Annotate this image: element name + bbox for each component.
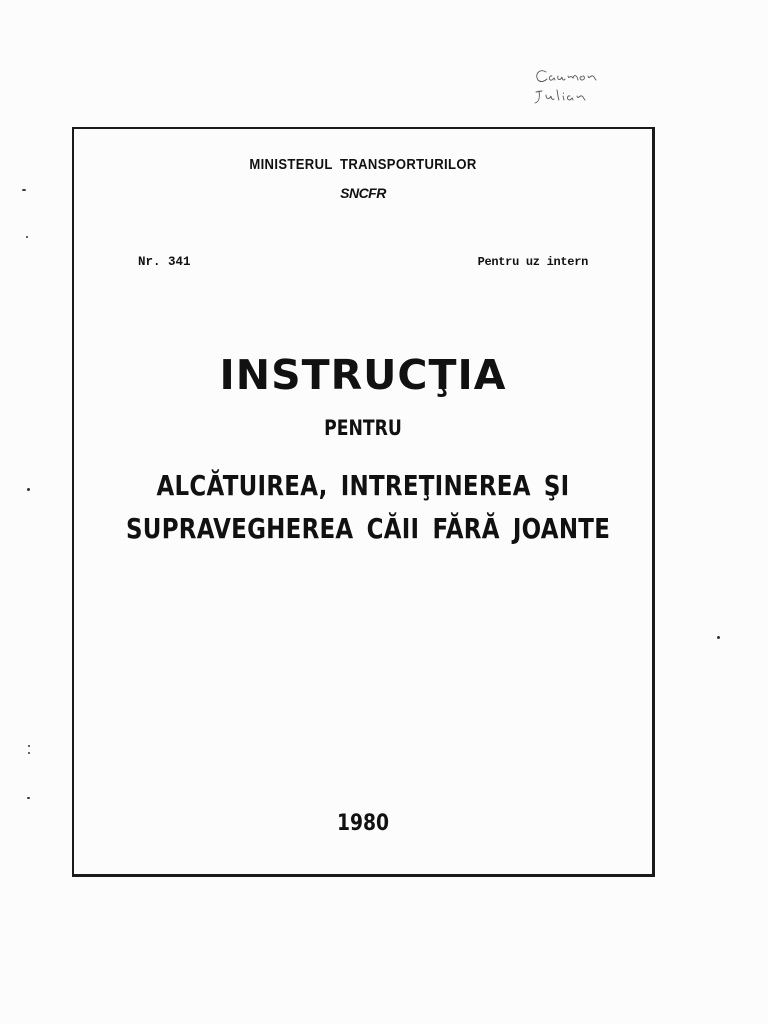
- scan-speck: [717, 636, 720, 639]
- scan-speck: [28, 752, 30, 754]
- publication-year: 1980: [336, 811, 390, 836]
- signature-drawing: [524, 62, 634, 112]
- subtitle-line-2: SUPRAVEGHEREA CĂII FĂRĂ JOANTE: [126, 512, 611, 545]
- title-connector: PENTRU: [324, 416, 402, 440]
- ministry-name: MINISTERUL TRANSPORTURILOR: [249, 157, 477, 173]
- cover-frame: [72, 127, 655, 877]
- scan-speck: [27, 797, 30, 799]
- document-title: INSTRUCŢIA: [219, 351, 507, 399]
- classification-label: Pentru uz intern: [477, 255, 588, 269]
- scan-speck: [26, 236, 28, 238]
- document-number: Nr. 341: [138, 255, 191, 269]
- scan-speck: [27, 488, 30, 491]
- handwritten-signature: [524, 62, 634, 112]
- scan-speck: [28, 745, 30, 747]
- subtitle-line-1: ALCĂTUIREA, INTREŢINEREA ŞI: [156, 469, 570, 502]
- scan-speck: [22, 189, 26, 191]
- organization-name: SNCFR: [340, 185, 386, 201]
